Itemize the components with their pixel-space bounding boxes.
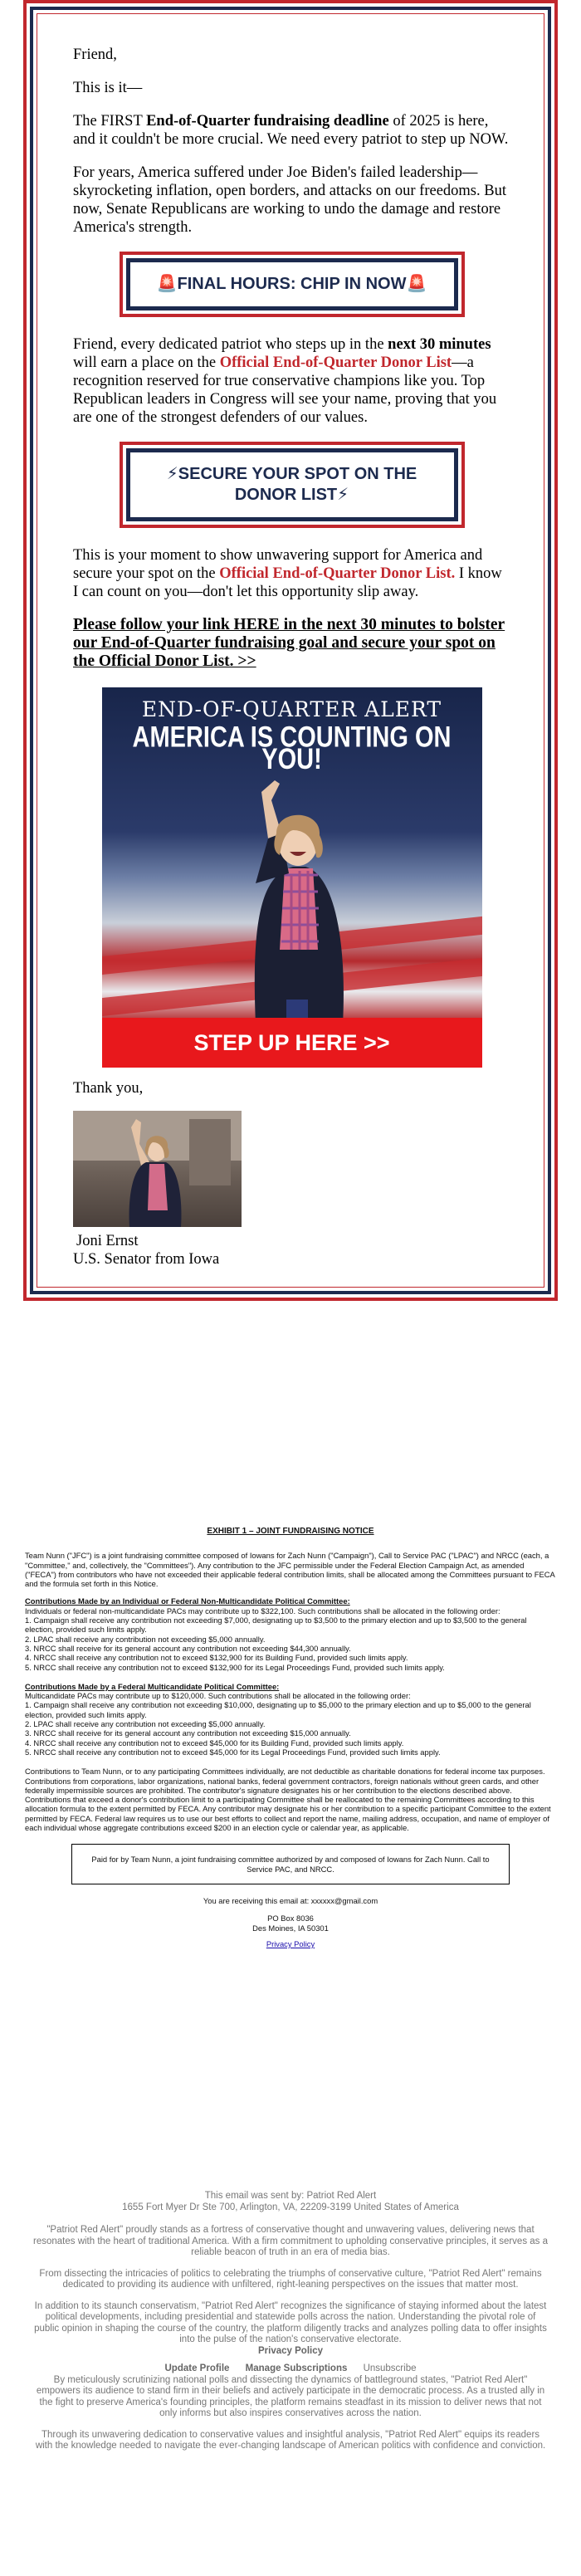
about-paragraph: In addition to its staunch conservatism, "Patriot Red Alert" recognizes the significance of staying informed about the latest political developments, including presidential and statewide polls across the nation. Understanding the pivotal role of public opinion in shaping the course of the country, the platform diligently tracks and analyzes polling data to offer insights into the pulse of the nation's conservative electorate. [34, 2300, 547, 2345]
about-paragraph: From dissecting the intricacies of politics to celebrating the triumphs of conservative culture, "Patriot Red Alert" remains dedicated to providing its audience with unfiltered, right-leaning perspectives on the issues that matter most. [39, 2268, 542, 2290]
individual-line: 1. Campaign shall receive any contribution not exceeding $7,000, designating up to $3,500 to the primary election and up to $3,500 to the general election, provided such limits apply. [25, 1615, 527, 1635]
intro-line: This is it— [73, 80, 143, 96]
paragraph-moment: This is your moment to show unwavering support for America and secure your spot on the Official End-of-Quarter Donor List. I know I can count on you—don't let this opportunity slip away. [73, 547, 502, 600]
sender-address: 1655 Fort Myer Dr Ste 700, Arlington, VA, 22209-3199 United States of America [122, 2202, 459, 2212]
po-box: PO Box 8036 [267, 1914, 314, 1923]
card-border-inner [33, 10, 548, 1291]
notice-contact [25, 1896, 556, 1948]
signer-name: Joni Ernst [76, 1233, 139, 1249]
individual-line: 3. NRCC shall receive for its general account any contribution not exceeding $44,300 annually. [25, 1643, 351, 1653]
individual-heading: Contributions Made by an Individual or Federal Non-Multicandidate Political Committee: [25, 1596, 350, 1606]
unsubscribe-link[interactable]: Unsubscribe [363, 2363, 417, 2374]
closing-thanks: Thank you, [73, 1080, 144, 1097]
step-up-button[interactable]: STEP UP HERE >> [102, 1018, 482, 1068]
cta-donor-list-label: ⚡SECURE YOUR SPOT ON THE DONOR LIST⚡ [126, 448, 458, 521]
multicandidate-line: 4. NRCC shall receive any contribution not to exceed $45,000 for its Building Fund, provided such limits apply. [25, 1738, 404, 1747]
signature-photo [73, 1111, 242, 1227]
card-border-navy [30, 7, 551, 1294]
donate-link[interactable]: Please follow your link HERE in the next 30 minutes to bolster our End-of-Quarter fundraising goal and secure your spot on the Official Donor List. >> [73, 616, 505, 670]
multicandidate-line: 2. LPAC shall receive any contribution not exceeding $5,000 annually. [25, 1719, 266, 1729]
email-body [37, 13, 544, 1288]
joint-fundraising-notice [0, 1527, 581, 1948]
paragraph-biden: For years, America suffered under Joe Biden's failed leadership—skyrocketing inflation, open borders, and attacks on our freedoms. But now, Senate Republicans are working to undo the damage and restore America's strength. [73, 164, 506, 236]
senator-waving-icon [73, 1111, 242, 1227]
multicandidate-section [25, 1682, 556, 1757]
card-border-white [27, 3, 554, 1298]
multicandidate-heading: Contributions Made by a Federal Multicandidate Political Committee: [25, 1681, 280, 1691]
sent-by: This email was sent by: Patriot Red Alert [204, 2191, 377, 2202]
senator-photo-icon [210, 775, 384, 1024]
banner-subtitle: AMERICA IS COUNTING ON YOU! [132, 721, 452, 776]
cta-final-hours-button[interactable] [120, 252, 465, 317]
email-footer [0, 2191, 581, 2452]
cta-donor-list-wrap [73, 442, 510, 528]
notice-heading: EXHIBIT 1 – JOINT FUNDRAISING NOTICE [207, 1527, 374, 1536]
end-of-quarter-banner[interactable] [102, 687, 482, 1068]
multicandidate-line: Multicandidate PACs may contribute up to $120,000. Such contributions shall be allocated in the following order: [25, 1691, 411, 1701]
cta-donor-list-button[interactable] [120, 442, 465, 528]
multicandidate-line: 3. NRCC shall receive for its general account any contribution not exceeding $15,000 annually. [25, 1728, 351, 1738]
email-card [23, 0, 558, 1301]
cta-final-hours-label: 🚨FINAL HOURS: CHIP IN NOW🚨 [126, 258, 458, 310]
individual-section [25, 1596, 556, 1671]
notice-privacy-link[interactable]: Privacy Policy [266, 1938, 315, 1948]
paragraph-deadline: The FIRST End-of-Quarter fundraising deadline of 2025 is here, and it couldn't be more crucial. We need every patriot to step up NOW. [73, 113, 509, 148]
notice-closing: Contributions to Team Nunn, or to any participating Committees individually, are not deductible as charitable donations for federal income tax purposes. Contributions from corporations, labor organizations, national banks, federal government contractors, foreign nationals without green cards, and other federally impermissible sources are prohibited. The contributor's signature designates his or her contribution to the elections described above. Contributions that exceed a donor's contribution limit to a participating Committee shall be reallocated to the remaining Committees according to this allocation formula to the extent permitted by FECA. Any contributor may designate his or her contribution to a specific participant Committee to the extent permitted by FECA. Federal law requires us to use our best efforts to collect and report the name, mailing address, occupation, and name of employer of each individual whose aggregate contributions exceed $200 in an election cycle or calendar year, as applicable. [25, 1767, 551, 1833]
about-paragraph: By meticulously scrutinizing national polls and dissecting the dynamics of battleground states, "Patriot Red Alert" empowers its audience to stand firm in their beliefs and actively participate in the democratic process. As a trusted ally in the fight to preserve America's founding principles, the platform remains steadfast in its mission to deliver news that not only informs but also inspires conservatives across the nation. [36, 2374, 545, 2419]
individual-line: 2. LPAC shall receive any contribution not exceeding $5,000 annually. [25, 1634, 266, 1644]
individual-line: 4. NRCC shall receive any contribution not to exceed $132,900 for its Building Fund, provided such limits apply. [25, 1653, 408, 1663]
multicandidate-line: 1. Campaign shall receive any contribution not exceeding $10,000, designating up to $5,000 to the primary election and up to $5,000 to the general election, provided such limits apply. [25, 1700, 531, 1719]
about-paragraph: Through its unwavering dedication to conservative values and insightful analysis, "Patriot Red Alert" equips its readers with the knowledge needed to navigate the ever-changing landscape of American politics with confidence and conviction. [35, 2429, 546, 2451]
banner-title: END-OF-QUARTER ALERT [141, 697, 442, 721]
individual-line: Individuals or federal non-multicandidate PACs may contribute up to $322,100. Such contributions shall be allocated in the following order: [25, 1606, 500, 1615]
multicandidate-line: 5. NRCC shall receive any contribution not to exceed $45,000 for its Legal Proceedings Fund, provided such limits apply. [25, 1747, 441, 1757]
paragraph-donor-list: Friend, every dedicated patriot who steps up in the next 30 minutes will earn a place on the Official End-of-Quarter Donor List—a recognition reserved for true conservative champions like you. Top Republican leaders in Congress will see your name, proving that you are one of the strongest defenders of our values. [73, 336, 497, 426]
paid-for-box: Paid for by Team Nunn, a joint fundraising committee authorized by and composed of Iowans for Zach Nunn. Call to Service PAC, and NRCC. [71, 1844, 510, 1884]
update-profile-link[interactable]: Update Profile [164, 2363, 230, 2374]
receiving-email: You are receiving this email at: xxxxxx@gmail.com [203, 1895, 378, 1905]
footer-privacy-link[interactable]: Privacy Policy [258, 2345, 323, 2356]
about-paragraph: "Patriot Red Alert" proudly stands as a fortress of conservative thought and unwavering values, delivering news that resonates with the heart of traditional America. With a firm commitment to upholding conservative principles, it serves as a reliable beacon of truth in an era of media bias. [33, 2225, 548, 2258]
signer-title: U.S. Senator from Iowa [73, 1251, 220, 1268]
greeting: Friend, [73, 46, 117, 63]
notice-intro: Team Nunn ("JFC") is a joint fundraising committee composed of Iowans for Zach Nunn ("Campaign"), Call to Service PAC ("LPAC") and NRCC (each, a "Committee," and, collectively, the "Committees"). Any contribution to the JFC permissible under the Federal Election Campaign Act, as amended ("FECA") from contributors who have not exceeded their applicable federal contribution limits, shall be allocated among the Committees pursuant to FECA and the formula set forth in this Notice. [25, 1551, 555, 1589]
individual-line: 5. NRCC shall receive any contribution not to exceed $132,900 for its Legal Proceedings Fund, provided such limits apply. [25, 1662, 445, 1672]
footer-links [33, 2363, 548, 2375]
city-line: Des Moines, IA 50301 [252, 1923, 329, 1933]
manage-subscriptions-link[interactable]: Manage Subscriptions [245, 2363, 348, 2374]
cta-final-hours-wrap [73, 252, 510, 317]
